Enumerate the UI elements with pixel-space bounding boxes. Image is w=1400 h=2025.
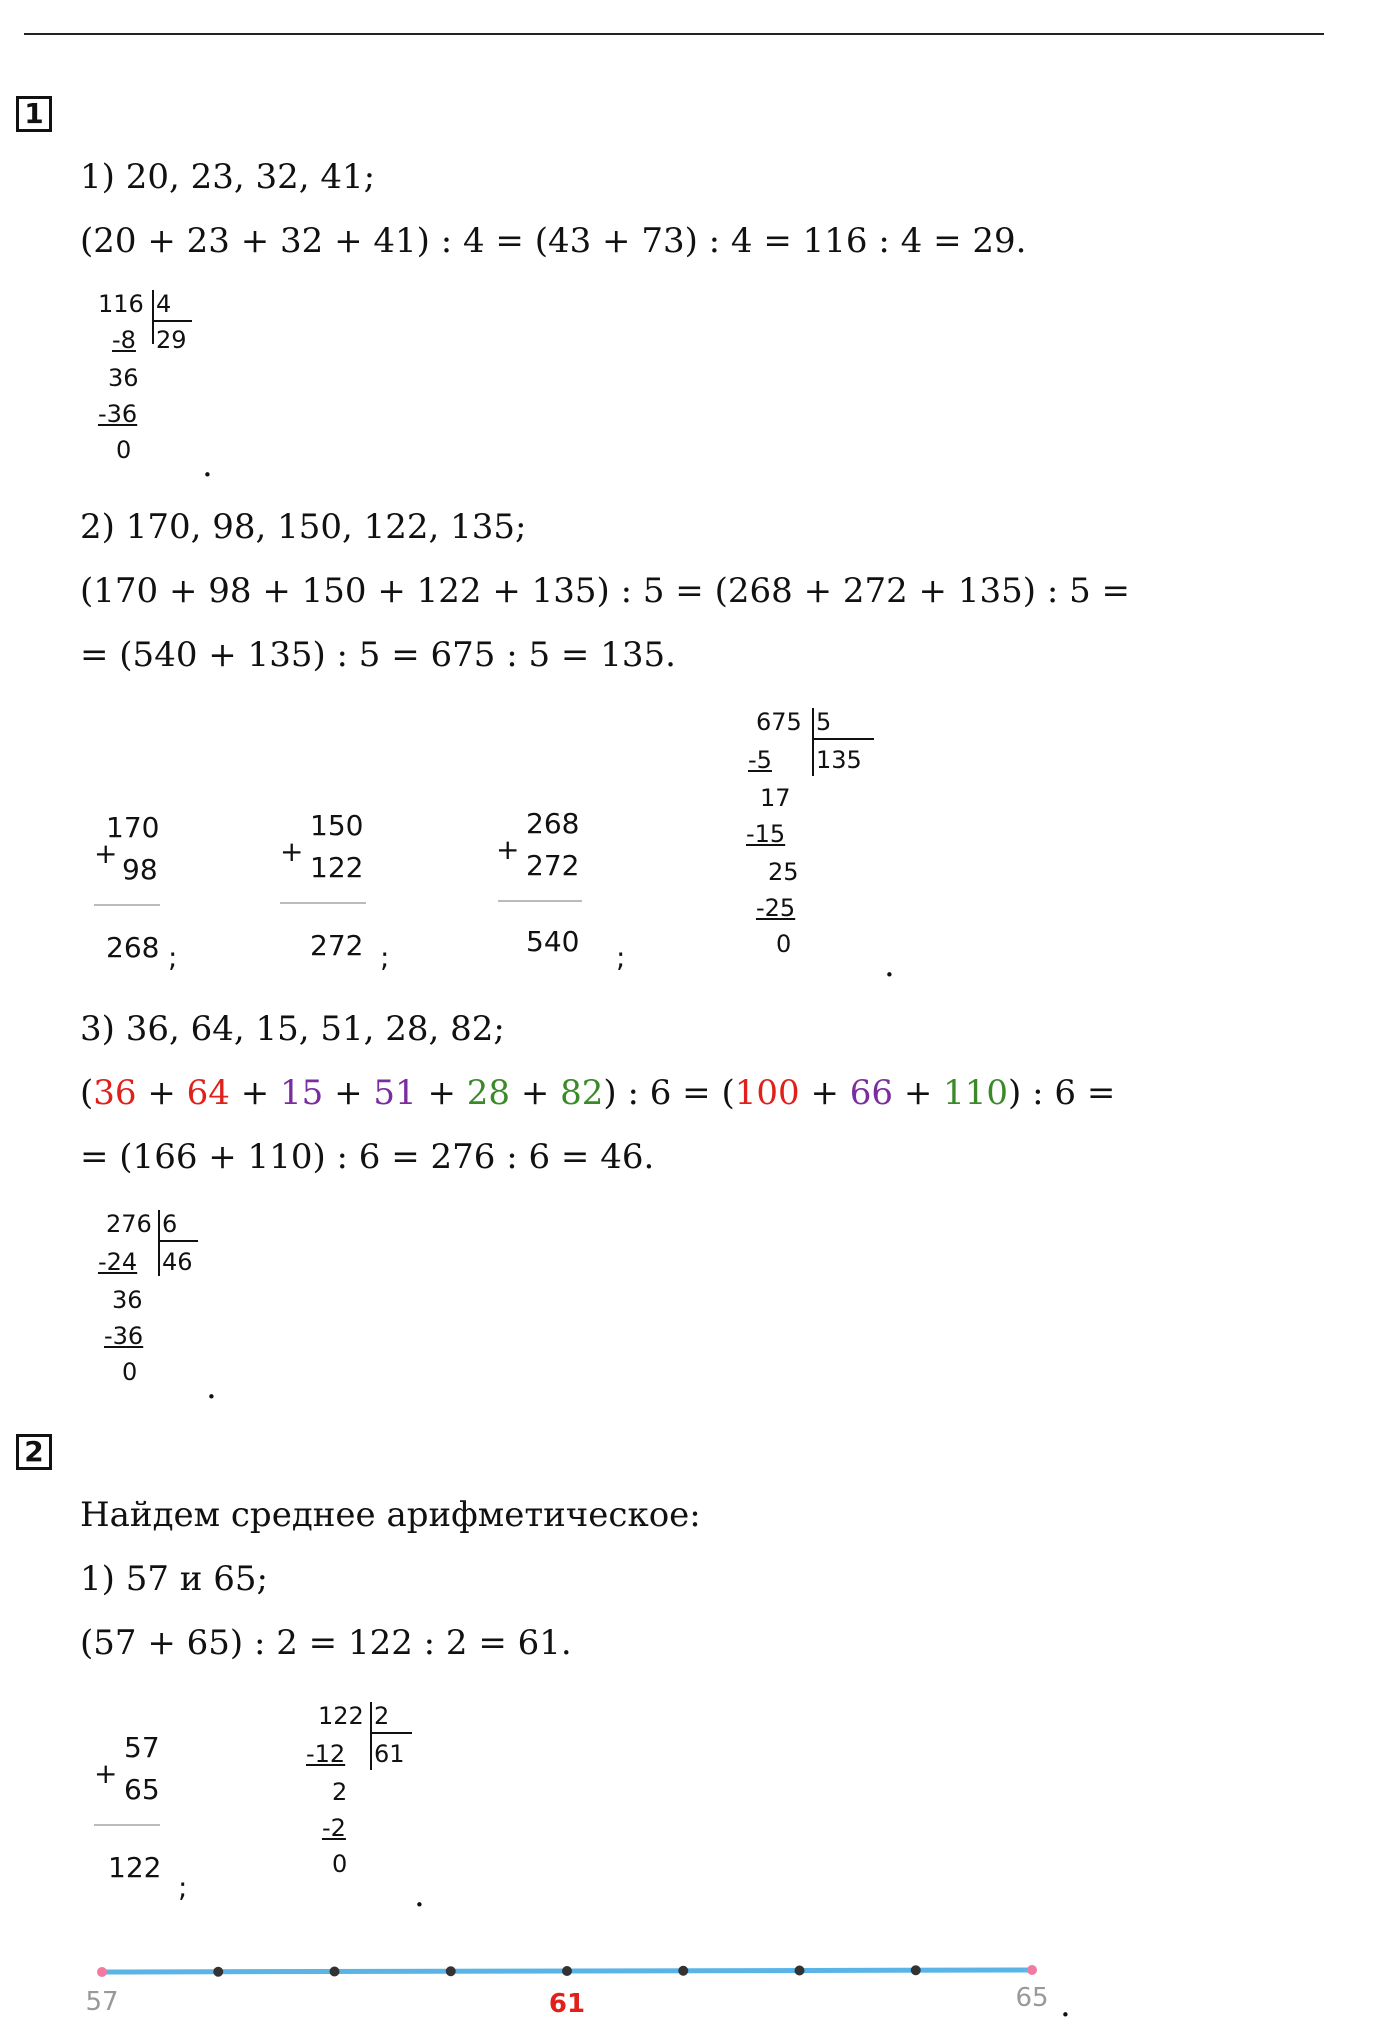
sentence-end: .	[414, 1875, 425, 1915]
task1-p3-expression-2: = (166 + 110) : 6 = 276 : 6 = 46.	[80, 1137, 655, 1177]
number-line-point-64	[911, 1965, 921, 1975]
division-divisor: 4	[156, 290, 172, 318]
task1-p3-header: 3) 36, 64, 15, 51, 28, 82;	[80, 1009, 505, 1049]
task1-p1-expression: (20 + 23 + 32 + 41) : 4 = (43 + 73) : 4 = 116 : 4 = 29.	[80, 221, 1027, 261]
separator: ;	[178, 1871, 188, 1904]
sentence-end: .	[1060, 1985, 1071, 2025]
number-line-point-61	[562, 1966, 572, 1976]
task1-p3-expression-1: (36 + 64 + 15 + 51 + 28 + 82) : 6 = (100 + 66 + 110) : 6 =	[80, 1073, 1116, 1113]
plus-sign: +	[94, 1757, 118, 1790]
number-line-57-65	[80, 1950, 1080, 2025]
task2-p1-expression: (57 + 65) : 2 = 122 : 2 = 61.	[80, 1623, 572, 1663]
number-line-point-60	[446, 1966, 456, 1976]
task1-p2-header: 2) 170, 98, 150, 122, 135;	[80, 507, 527, 547]
task-1-number: 1	[16, 96, 52, 132]
number-line-point-63	[795, 1966, 805, 1976]
sentence-end: .	[884, 945, 895, 985]
division-step: 36	[108, 364, 139, 392]
sentence-end: .	[202, 445, 213, 485]
top-rule	[24, 33, 1324, 35]
plus-sign: +	[280, 835, 304, 868]
column-addition-57-65: + 57 65 122	[94, 1731, 162, 1884]
plus-sign: +	[94, 837, 118, 870]
division-dividend: 116	[98, 290, 144, 318]
number-line-mid-label: 61	[548, 1989, 586, 2019]
number-line-point-59	[330, 1967, 340, 1977]
number-line-point-57	[97, 1967, 107, 1977]
separator: ;	[168, 941, 178, 974]
column-addition-150-122: + 150 122 272	[280, 810, 390, 970]
number-line-point-58	[213, 1967, 223, 1977]
sentence-end: .	[206, 1367, 217, 1407]
division-quotient: 29	[156, 326, 187, 354]
division-step: -8	[112, 326, 136, 354]
number-line-start-label: 57	[85, 1987, 119, 2017]
task2-intro: Найдем среднее арифметическое:	[80, 1495, 701, 1535]
task-2-number: 2	[16, 1434, 52, 1470]
separator: ;	[380, 941, 390, 974]
division-step: -36	[98, 400, 138, 428]
task1-p1-header: 1) 20, 23, 32, 41;	[80, 157, 376, 197]
separator: ;	[616, 941, 626, 974]
plus-sign: +	[496, 833, 520, 866]
task1-p2-expression-1: (170 + 98 + 150 + 122 + 135) : 5 = (268 + 272 + 135) : 5 =	[80, 571, 1131, 611]
task1-p2-expression-2: = (540 + 135) : 5 = 675 : 5 = 135.	[80, 635, 676, 675]
number-line-point-65	[1027, 1965, 1037, 1975]
number-line-point-62	[678, 1966, 688, 1976]
task2-p1-header: 1) 57 и 65;	[80, 1559, 268, 1599]
number-line-end-label: 65	[1015, 1983, 1049, 2013]
column-addition-268-272: + 268 272 540	[496, 808, 606, 968]
column-addition-170-98: + 170 98 268	[94, 811, 160, 964]
division-step: 0	[116, 436, 132, 464]
